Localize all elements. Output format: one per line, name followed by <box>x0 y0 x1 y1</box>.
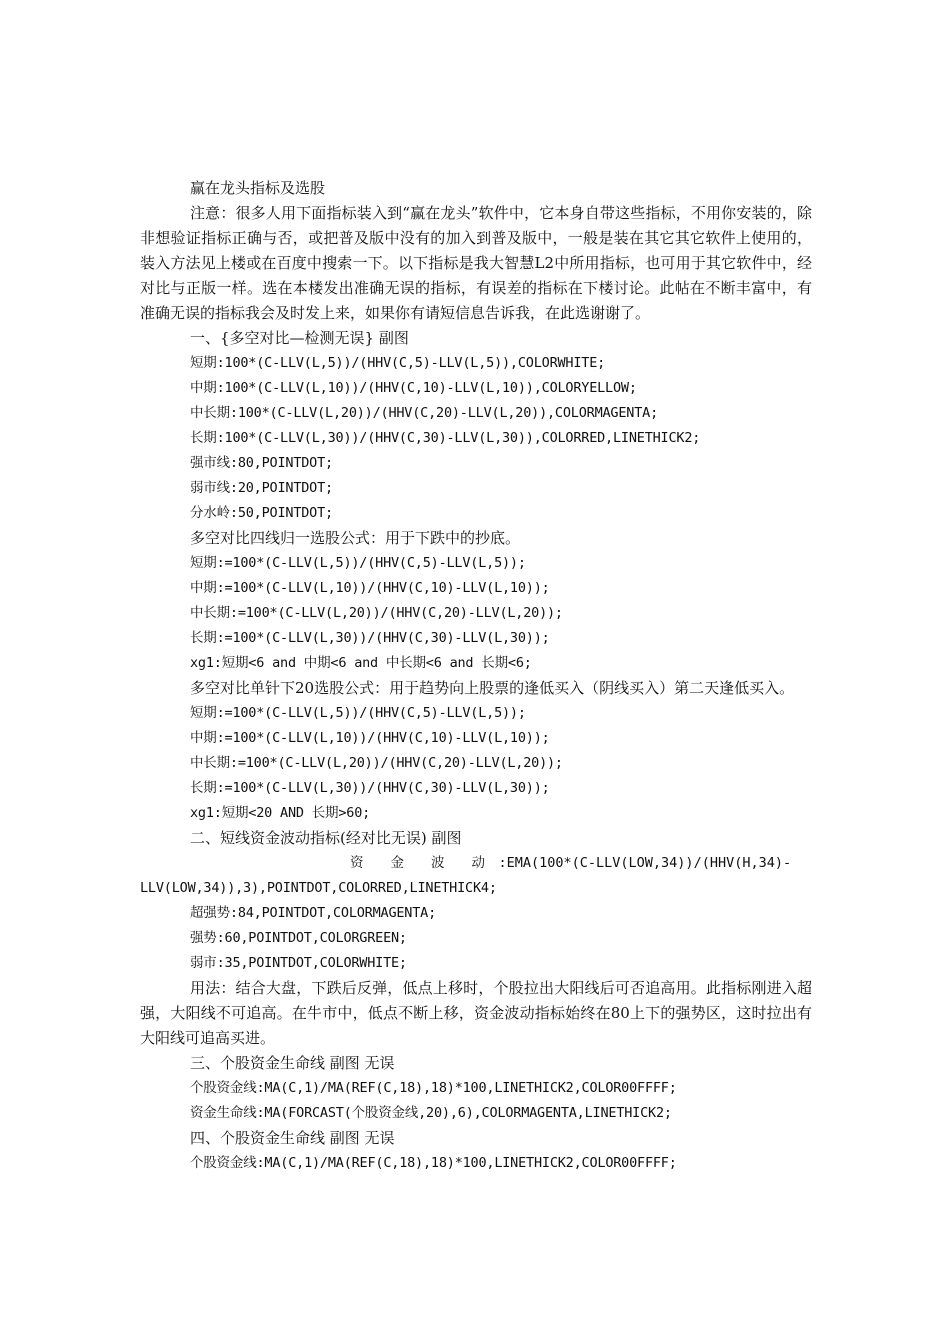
formula-line: 中期:100*(C-LLV(L,10))/(HHV(C,10)-LLV(L,10)),COLORYELLOW; <box>190 380 637 396</box>
formula-line: 分水岭:50,POINTDOT; <box>190 505 333 521</box>
formula-line: 资金生命线:MA(FORCAST(个股资金线,20),6),COLORMAGENTA,LINETHICK2; <box>190 1105 672 1121</box>
formula-line: 个股资金线:MA(C,1)/MA(REF(C,18),18)*100,LINETHICK2,COLOR00FFFF; <box>190 1080 677 1096</box>
formula-line: 个股资金线:MA(C,1)/MA(REF(C,18),18)*100,LINETHICK2,COLOR00FFFF; <box>190 1155 677 1171</box>
formula-line: 长期:100*(C-LLV(L,30))/(HHV(C,30)-LLV(L,30)),COLORRED,LINETHICK2; <box>190 430 701 446</box>
formula-line: 短期:=100*(C-LLV(L,5))/(HHV(C,5)-LLV(L,5)); <box>190 555 526 571</box>
formula-line: 中期:=100*(C-LLV(L,10))/(HHV(C,10)-LLV(L,10)); <box>190 580 550 596</box>
formula-line: xg1:短期<6 and 中期<6 and 中长期<6 and 长期<6; <box>190 655 532 671</box>
formula-line: 长期:=100*(C-LLV(L,30))/(HHV(C,30)-LLV(L,30)); <box>190 780 550 796</box>
document-page <box>140 176 812 1176</box>
formula-line: LLV(LOW,34)),3),POINTDOT,COLORRED,LINETHICK4; <box>140 880 497 896</box>
formula-line: 中长期:100*(C-LLV(L,20))/(HHV(C,20)-LLV(L,20)),COLORMAGENTA; <box>190 405 658 421</box>
formula-line: 中期:=100*(C-LLV(L,10))/(HHV(C,10)-LLV(L,10)); <box>190 730 550 746</box>
formula-line: 强势:60,POINTDOT,COLORGREEN; <box>190 930 407 946</box>
formula-line: 短期:=100*(C-LLV(L,5))/(HHV(C,5)-LLV(L,5)); <box>190 705 526 721</box>
formula-line: 资 金 波 动 :EMA(100*(C-LLV(LOW,34))/(HHV(H,34)- <box>350 855 792 871</box>
section3-heading: 三、个股资金生命线 副图 无误 <box>190 1054 395 1072</box>
section2-heading: 二、短线资金波动指标(经对比无误) 副图 <box>190 829 462 847</box>
document-title: 赢在龙头指标及选股 <box>190 179 326 197</box>
section4-heading: 四、个股资金生命线 副图 无误 <box>190 1129 395 1147</box>
usage-paragraph: 用法：结合大盘，下跌后反弹，低点上移时，个股拉出大阳线后可否追高用。此指标刚进入超强，大阳线不可追高。在牛市中，低点不断上移，资金波动指标始终在80上下的强势区，这时拉出有大阳线可追高买进。 <box>140 979 812 1047</box>
formula-line: 短期:100*(C-LLV(L,5))/(HHV(C,5)-LLV(L,5)),COLORWHITE; <box>190 355 606 371</box>
formula-line: 超强势:84,POINTDOT,COLORMAGENTA; <box>190 905 437 921</box>
formula-line: 中长期:=100*(C-LLV(L,20))/(HHV(C,20)-LLV(L,20)); <box>190 755 563 771</box>
note-paragraph: 注意：很多人用下面指标装入到“赢在龙头”软件中，它本身自带这些指标，不用你安装的，除非想验证指标正确与否，或把普及版中没有的加入到普及版中，一般是装在其它其它软件上使用的，装入方法见上楼或在百度中搜索一下。以下指标是我大智慧L2中所用指标，也可用于其它软件中，经对比与正版一样。选在本楼发出准确无误的指标，有误差的指标在下楼讨论。此帖在不断丰富中，有准确无误的指标我会及时发上来，如果你有请短信息告诉我，在此选谢谢了。 <box>140 204 812 322</box>
formula-line: 强市线:80,POINTDOT; <box>190 455 333 471</box>
formula-line: xg1:短期<20 AND 长期>60; <box>190 805 371 821</box>
formula-line: 弱市:35,POINTDOT,COLORWHITE; <box>190 955 407 971</box>
formula-line: 弱市线:20,POINTDOT; <box>190 480 333 496</box>
subsection-heading: 多空对比单针下20选股公式：用于趋势向上股票的逢低买入（阴线买入）第二天逢低买入。 <box>190 679 795 697</box>
section1-heading: 一、{多空对比—检测无误} 副图 <box>190 329 409 347</box>
formula-line: 长期:=100*(C-LLV(L,30))/(HHV(C,30)-LLV(L,30)); <box>190 630 550 646</box>
formula-line: 中长期:=100*(C-LLV(L,20))/(HHV(C,20)-LLV(L,20)); <box>190 605 563 621</box>
subsection-heading: 多空对比四线归一选股公式：用于下跌中的抄底。 <box>190 529 521 547</box>
